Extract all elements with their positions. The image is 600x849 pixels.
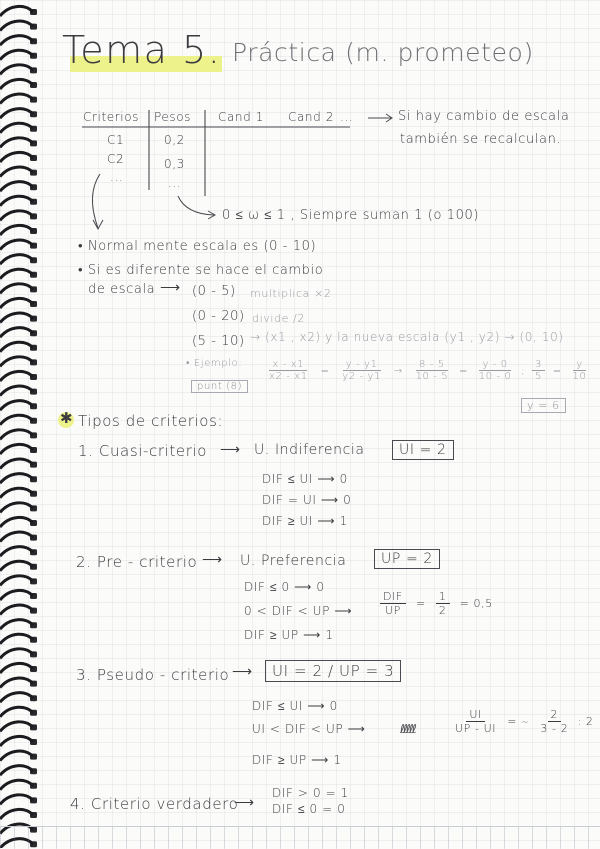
criterion-rule: DIF ≤ UI ⟶ 0 xyxy=(252,699,338,713)
criterion-rule: DIF > 0 = 1 xyxy=(272,786,349,800)
example-box: punt (8) xyxy=(191,380,248,393)
table-header-more: ... xyxy=(340,110,354,124)
page-title-subtitle: Práctica (m. prometeo) xyxy=(232,38,534,67)
table-header-criterios: Criterios xyxy=(83,110,139,124)
criterion-title: 4. Criterio verdadero xyxy=(70,795,239,813)
arrow-icon: ⟶ xyxy=(202,552,223,568)
formula-num: x - x1 xyxy=(269,359,307,371)
example-result: y = 6 xyxy=(521,398,566,413)
criterion-fraction: $\frac{\text{DIF}}{UP}$ = $\frac{1}{2}$ = 0,5 xyxy=(380,590,493,617)
formula-den: y2 - y1 xyxy=(342,371,382,382)
interpolation-formula: $\frac{x - x1}{x2 - x1}$ = $\frac{y - y1}{y2 - y1}$ → $\frac{8 - 5}{10 - 5}$ = $\frac{y - 0}{10 - 0}$ ; $\frac{3}{5}$ = $\frac{y}{10}$ xyxy=(266,359,589,382)
formula-den: 10 - 5 xyxy=(415,371,449,382)
arrow-icon: ⟶ xyxy=(234,795,255,811)
fraction-num: 2 xyxy=(548,708,562,722)
fraction-den: UP - UI xyxy=(455,722,497,735)
formula-num: y - 0 xyxy=(479,359,510,371)
scale-change-note: Si hay cambio de escala xyxy=(398,109,570,124)
table-cell: 0,2 xyxy=(164,133,185,147)
formula-num: y - y1 xyxy=(343,359,381,371)
scribble-icon: ℓℓℓℓℓ xyxy=(400,722,415,736)
criterion-rule: DIF ≥ UP ⟶ 1 xyxy=(252,753,342,767)
criterion-rule: DIF ≥ UI ⟶ 1 xyxy=(262,514,348,528)
table-cell: ... xyxy=(110,170,124,184)
criterion-threshold-box: UI = 2 xyxy=(392,440,454,460)
fraction-den: 2 xyxy=(438,604,447,617)
criterion-rule: UI < DIF < UP ⟶ xyxy=(252,722,366,736)
scale-note: • Si es diferente se hace el cambio xyxy=(78,263,324,278)
criterion-threshold: U. Preferencia xyxy=(240,553,347,569)
arrow-icon: ⟶ xyxy=(160,280,181,296)
arrow-icon: ⟶ xyxy=(232,664,253,680)
criterion-rule: DIF ≥ UP ⟶ 1 xyxy=(244,628,334,642)
formula-den: 10 - 0 xyxy=(478,371,512,382)
formula-num: 8 - 5 xyxy=(416,359,448,371)
scale-note: • Normal mente escala es (0 - 10) xyxy=(78,239,317,254)
scale-case-range: (0 - 5) xyxy=(192,284,236,299)
criterion-rule: DIF ≤ 0 = 0 xyxy=(272,802,346,816)
criterion-fraction: $\frac{UI}{UP - UI}$ = ~ $\frac{2}{3 - 2}$ : 2 xyxy=(452,708,593,735)
criterion-title: 2. Pre - criterio xyxy=(76,553,198,571)
page-title-topic: Tema 5. xyxy=(62,28,222,72)
scale-case-op: → (x1 , x2) y la nueva escala (y1 , y2) → (0, 10) xyxy=(250,330,564,344)
star-glyph: ✱ xyxy=(60,409,74,427)
section-heading: Tipos de criterios: xyxy=(78,412,224,430)
page-bottom-edge xyxy=(0,826,600,849)
example-label: • Ejemplo: xyxy=(186,358,243,369)
fraction-den: 3 - 2 xyxy=(540,722,569,735)
criterion-rule: DIF ≤ 0 ⟶ 0 xyxy=(244,580,325,594)
scale-note: de escala xyxy=(88,282,156,297)
criterion-rule: 0 < DIF < UP ⟶ xyxy=(244,604,353,618)
arrow-icon: ⟶ xyxy=(220,442,241,458)
formula-den: 5 xyxy=(534,371,542,382)
scale-case-range: (0 - 20) xyxy=(192,309,245,324)
scale-change-note: también se recalculan. xyxy=(400,132,562,147)
criterion-threshold: U. Indiferencia xyxy=(254,442,365,458)
table-header-pesos: Pesos xyxy=(154,110,192,124)
table-cell: ... xyxy=(168,176,182,190)
fraction-num: DIF xyxy=(380,590,406,604)
table-cell: C2 xyxy=(107,152,125,166)
criterion-title: 1. Cuasi-criterio xyxy=(78,442,208,460)
fraction-result: = 0,5 xyxy=(459,596,493,610)
criterion-threshold-box: UI = 2 / UP = 3 xyxy=(265,660,401,682)
fraction-num: UI xyxy=(466,708,485,722)
formula-num: 3 xyxy=(532,359,545,371)
scale-case-op: divide /2 xyxy=(252,312,305,325)
criterion-rule: DIF = UI ⟶ 0 xyxy=(262,493,352,507)
fraction-result: : 2 xyxy=(577,714,594,728)
table-header-cand2: Cand 2 xyxy=(288,110,335,124)
table-cell: 0,3 xyxy=(164,157,185,171)
criterion-rule: DIF ≤ UI ⟶ 0 xyxy=(262,472,348,486)
fraction-den: UP xyxy=(384,604,401,617)
formula-den: x2 - x1 xyxy=(269,371,308,382)
weight-constraint-note: 0 ≤ ω ≤ 1 , Siempre suman 1 (o 100) xyxy=(222,208,480,223)
table-header-cand1: Cand 1 xyxy=(218,110,265,124)
formula-num: y xyxy=(573,359,586,371)
scale-case-range: (5 - 10) xyxy=(192,334,245,349)
criterion-threshold-box: UP = 2 xyxy=(374,549,440,569)
table-cell: C1 xyxy=(107,133,125,147)
fraction-num: 1 xyxy=(436,590,450,604)
formula-den: 10 xyxy=(572,371,587,382)
criterion-title: 3. Pseudo - criterio xyxy=(76,666,230,684)
scale-case-op: multiplica ×2 xyxy=(250,287,332,300)
